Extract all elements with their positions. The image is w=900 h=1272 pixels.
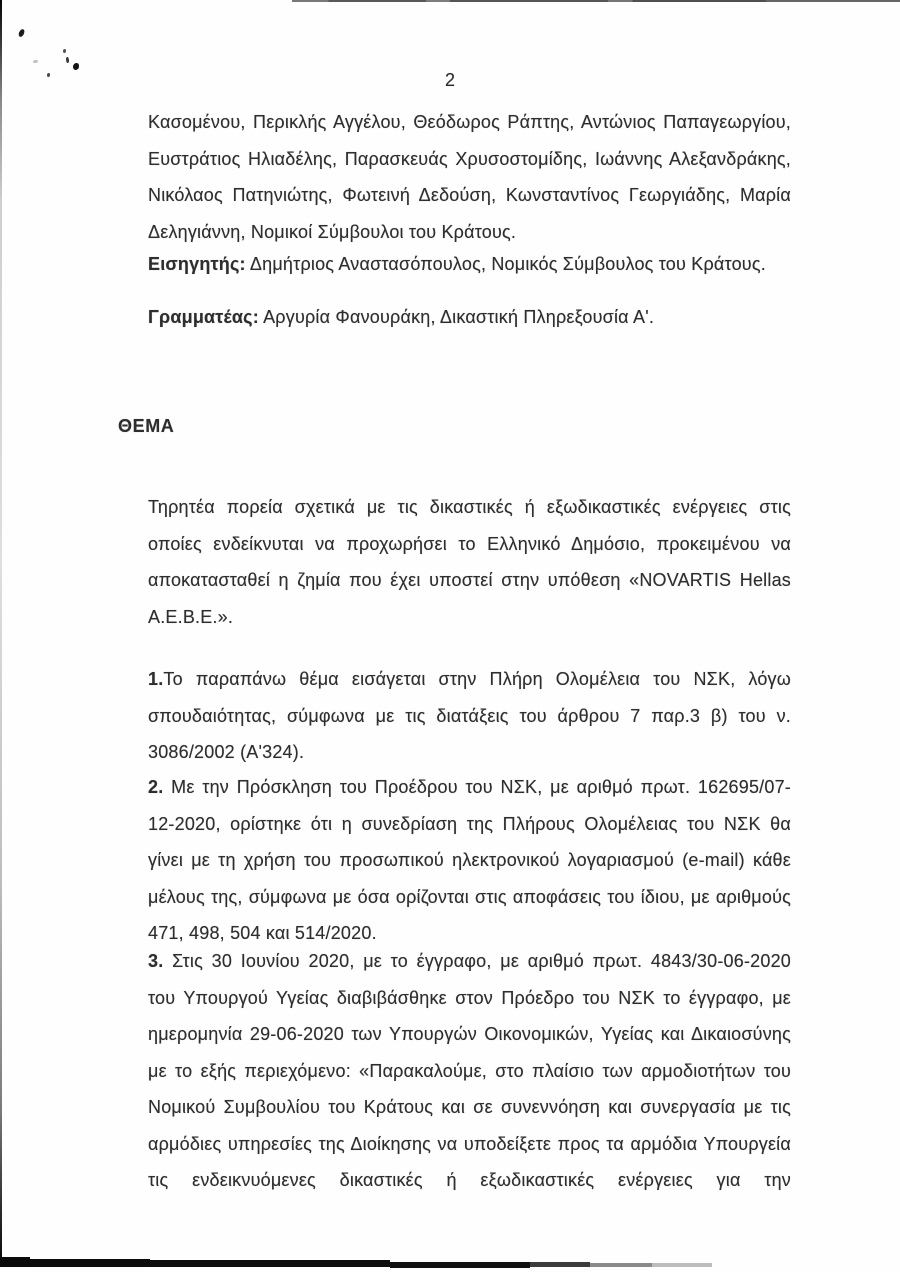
scan-bottom-band-segment (530, 1262, 590, 1267)
item-1-line-3: 3086/2002 (Α'324). (148, 742, 305, 762)
counsel-names-line-4: Δεληγιάννη, Νομικοί Σύμβουλοι του Κράτους. (148, 221, 517, 242)
ink-speckle (18, 28, 25, 37)
item-2-line-1: 2. Με την Πρόσκληση του Προέδρου του ΝΣΚ, με αριθμό πρωτ. 162695/07- (148, 777, 791, 797)
item-3 (148, 943, 791, 1199)
item-1-line-1: 1.Το παραπάνω θέμα εισάγεται στην Πλήρη Ολομέλεια του ΝΣΚ, λόγω (148, 669, 791, 689)
rapporteur (148, 246, 791, 283)
item-2-line-4: μέλους της, σύμφωνα με όσα ορίζονται στις αποφάσεις του ίδιου, με αριθμούς (148, 886, 791, 907)
secretary-lead: Γραμματέας: (148, 307, 259, 327)
subject-body-line-1: Τηρητέα πορεία σχετικά με τις δικαστικές ή εξωδικαστικές ενέργειες στις (148, 497, 791, 517)
counsel-names-line-2: Ευστράτιος Ηλιαδέλης, Παρασκευάς Χρυσοστομίδης, Ιωάννης Αλεξανδράκης, (148, 148, 791, 169)
item-2 (148, 769, 791, 952)
item-1-line-2: σπουδαιότητας, σύμφωνα με τις διατάξεις του άρθρου 7 παρ.3 β) του ν. (148, 705, 791, 726)
subject-heading-line-1: ΘΕΜΑ (118, 416, 175, 436)
scan-bottom-band-segment (390, 1262, 530, 1268)
item-2-line-5: 471, 498, 504 και 514/2020. (148, 923, 377, 943)
item-3-line-3: ημερομηνία 29-06-2020 των Υπουργών Οικονομικών, Υγείας και Δικαιοσύνης (148, 1024, 791, 1044)
item-1-lead: 1. (148, 669, 164, 689)
item-3-line-1: 3. Στις 30 Ιουνίου 2020, με το έγγραφο, με αριθμό πρωτ. 4843/30-06-2020 (148, 951, 791, 971)
item-3-line-2: του Υπουργού Υγείας διαβιβάσθηκε στον Πρόεδρο του ΝΣΚ το έγγραφο, με (148, 987, 791, 1008)
item-2-line-2: 12-2020, ορίστηκε ότι η συνεδρίαση της Πλήρους Ολομέλειας του ΝΣΚ θα (148, 813, 791, 834)
subject-body (148, 489, 791, 635)
item-2-line-3: γίνει με τη χρήση του προσωπικού ηλεκτρονικού λογαριασμού (e-mail) κάθε (148, 850, 791, 870)
counsel-names-line-1: Κασομένου, Περικλής Αγγέλου, Θεόδωρος Ράπτης, Αντώνιος Παπαγεωργίου, (148, 112, 791, 132)
counsel-names-line-3: Νικόλαος Πατηνιώτης, Φωτεινή Δεδούση, Κωνσταντίνος Γεωργιάδης, Μαρία (148, 185, 791, 205)
rapporteur-line-1: Εισηγητής: Δημήτριος Αναστασόπουλος, Νομικός Σύμβουλος του Κράτους. (148, 254, 766, 274)
ink-speckle (33, 60, 38, 63)
subject-body-line-2: οποίες ενδείκνυται να προχωρήσει το Ελληνικό Δημόσιο, προκειμένου να (148, 533, 791, 554)
secretary-line-1: Γραμματέας: Αργυρία Φανουράκη, Δικαστική Πληρεξουσία Α'. (148, 307, 655, 327)
page-number: 2 (444, 70, 455, 90)
scan-bottom-band-segment (0, 1257, 30, 1267)
item-1 (148, 661, 791, 771)
scan-bottom-band-segment (30, 1259, 150, 1267)
scan-bottom-band-segment (652, 1263, 712, 1267)
rapporteur-lead: Εισηγητής: (148, 254, 246, 274)
counsel-names (148, 104, 791, 250)
item-3-lead: 3. (148, 951, 164, 971)
subject-heading (118, 408, 761, 445)
scan-top-edge-line (292, 0, 900, 2)
scan-bottom-band-segment (590, 1263, 652, 1267)
item-3-line-7: τις ενδεικνυόμενες δικαστικές ή εξωδικαστικές ενέργειες για την (148, 1170, 791, 1190)
scan-left-edge-line (0, 0, 2, 1262)
ink-speckle (63, 49, 66, 53)
ink-speckle (65, 57, 69, 63)
subject-body-line-3: αποκατασταθεί η ζημία που έχει υποστεί στην υπόθεση «NOVARTIS Hellas (148, 570, 791, 590)
item-2-lead: 2. (148, 777, 164, 797)
subject-body-line-4: Α.Ε.Β.Ε.». (148, 606, 234, 627)
secretary (148, 299, 791, 336)
item-3-line-4: με το εξής περιεχόμενο: «Παρακαλούμε, στο πλαίσιο των αρμοδιοτήτων του (148, 1060, 791, 1081)
scan-bottom-band-segment (150, 1260, 390, 1267)
item-3-line-5: Νομικού Συμβουλίου του Κράτους και σε συνεννόηση και συνεργασία με τις (148, 1097, 791, 1117)
item-3-line-6: αρμόδιες υπηρεσίες της Διοίκησης να υποδείξετε προς τα αρμόδια Υπουργεία (148, 1133, 791, 1154)
